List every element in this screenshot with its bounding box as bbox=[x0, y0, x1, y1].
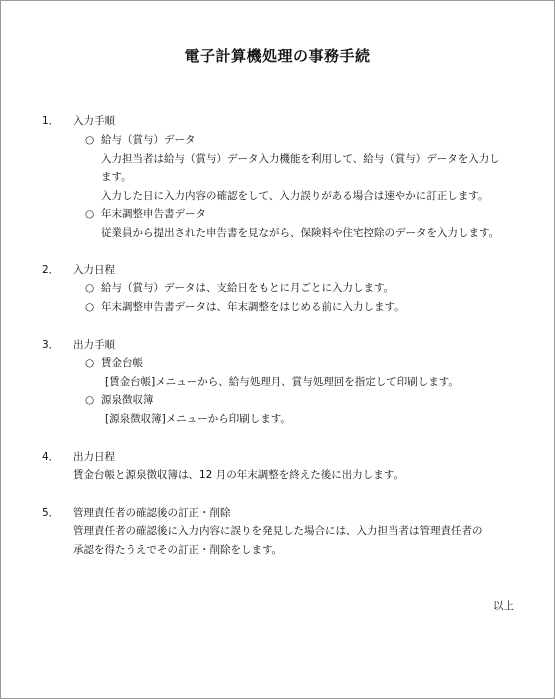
body-text: 管理責任者の確認後に入力内容に誤りを発見した場合には、入力担当者は管理責任者の bbox=[73, 525, 483, 537]
section-heading: 出力手順 bbox=[73, 339, 115, 351]
bullet-item: 源泉徴収簿 bbox=[101, 394, 154, 406]
body-text: 入力担当者は給与（賞与）データ入力機能を利用して、給与（賞与）データを入力し bbox=[101, 153, 500, 165]
body-text: [賃金台帳]メニューから、給与処理月、賞与処理回を指定して印刷します。 bbox=[105, 376, 459, 388]
bullet-item: 年末調整申告書データ bbox=[101, 208, 206, 220]
body-text: 承認を得たうえでその訂正・削除をします。 bbox=[73, 544, 283, 556]
section-number: 2． bbox=[42, 264, 60, 276]
bullet-item: 賃金台帳 bbox=[101, 357, 143, 369]
circle-bullet-icon: ○ bbox=[85, 208, 95, 220]
section-number: 4． bbox=[42, 451, 60, 463]
bullet-item: 年末調整申告書データは、年末調整をはじめる前に入力します。 bbox=[101, 301, 405, 313]
circle-bullet-icon: ○ bbox=[85, 357, 95, 369]
section-heading: 入力手順 bbox=[73, 115, 115, 127]
circle-bullet-icon: ○ bbox=[85, 282, 95, 294]
body-text: [源泉徴収簿]メニューから印刷します。 bbox=[105, 413, 291, 425]
body-text: 入力した日に入力内容の確認をして、入力誤りがある場合は速やかに訂正します。 bbox=[101, 190, 489, 202]
section-heading: 管理責任者の確認後の訂正・削除 bbox=[73, 507, 231, 519]
section-number: 5． bbox=[42, 507, 60, 519]
section-number: 1． bbox=[42, 115, 60, 127]
section-number: 3． bbox=[42, 339, 60, 351]
section-heading: 入力日程 bbox=[73, 264, 115, 276]
bullet-item: 給与（賞与）データ bbox=[101, 134, 196, 146]
section-heading: 出力日程 bbox=[73, 451, 115, 463]
circle-bullet-icon: ○ bbox=[85, 134, 95, 146]
document-title: 電子計算機処理の事務手続 bbox=[184, 47, 371, 65]
circle-bullet-icon: ○ bbox=[85, 394, 95, 406]
body-text: 賃金台帳と源泉徴収簿は、12 月の年末調整を終えた後に出力します。 bbox=[73, 469, 404, 481]
body-text: 従業員から提出された申告書を見ながら、保険料や住宅控除のデータを入力します。 bbox=[101, 227, 500, 239]
body-text: ます。 bbox=[101, 171, 132, 183]
closing-text: 以上 bbox=[493, 600, 514, 612]
circle-bullet-icon: ○ bbox=[85, 301, 95, 313]
bullet-item: 給与（賞与）データは、支給日をもとに月ごとに入力します。 bbox=[101, 282, 395, 294]
